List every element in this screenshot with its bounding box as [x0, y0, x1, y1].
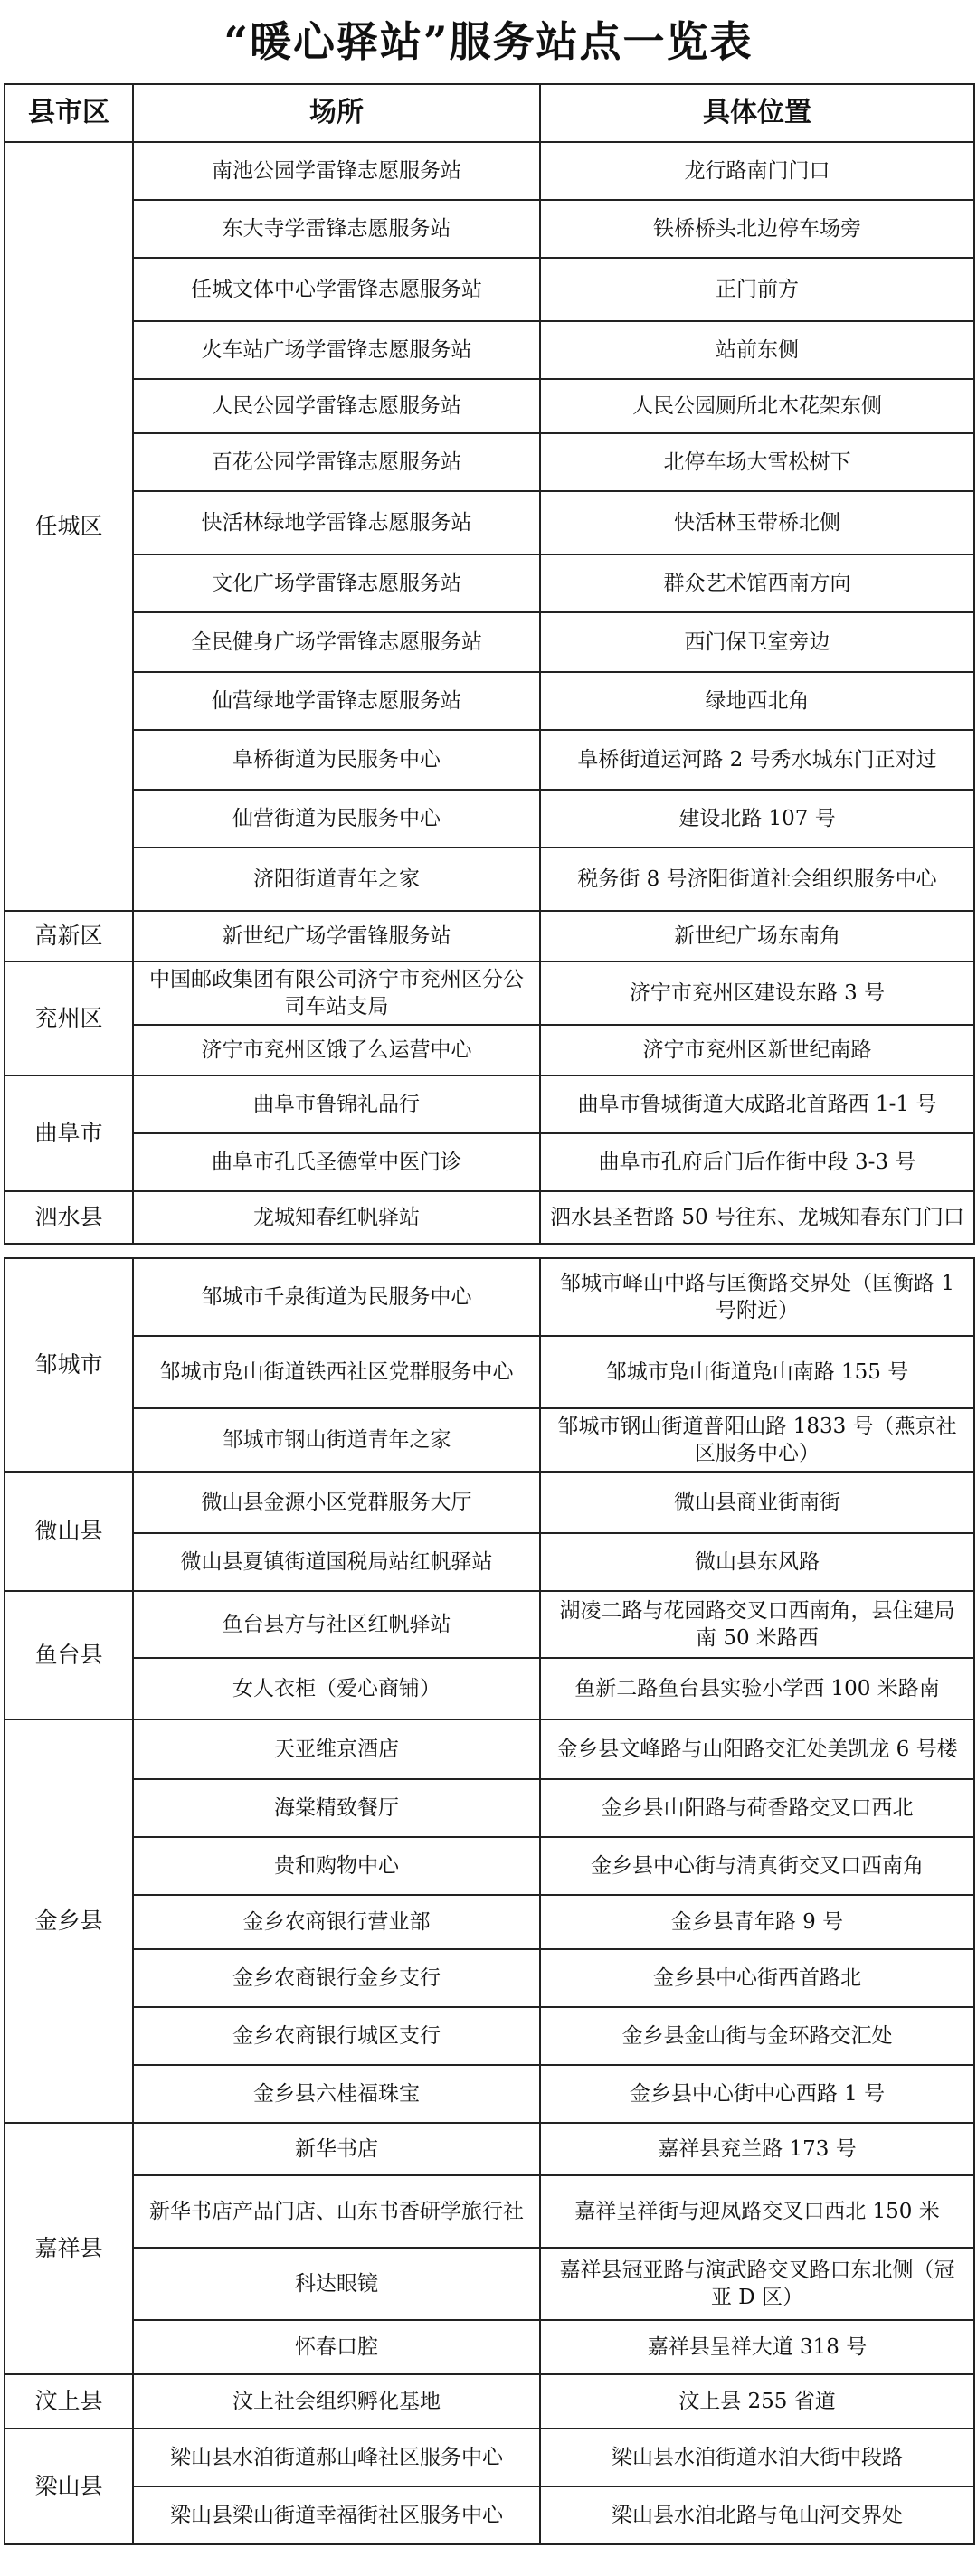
location-cell: 正门前方	[540, 258, 974, 321]
place-cell: 怀春口腔	[133, 2320, 540, 2374]
place-cell: 新华书店	[133, 2123, 540, 2175]
place-cell: 火车站广场学雷锋志愿服务站	[133, 321, 540, 379]
place-cell: 新世纪广场学雷锋服务站	[133, 911, 540, 961]
table-row	[5, 612, 974, 672]
table-row	[5, 1408, 974, 1472]
table-row	[5, 2123, 974, 2175]
place-cell: 天亚维京酒店	[133, 1719, 540, 1779]
location-cell: 新世纪广场东南角	[540, 911, 974, 961]
table-row	[5, 1191, 974, 1244]
location-cell: 微山县东风路	[540, 1533, 974, 1591]
table-header-row	[5, 84, 974, 142]
location-cell: 龙行路南门门口	[540, 142, 974, 200]
table-row	[5, 1895, 974, 1949]
location-cell: 梁山县水泊街道水泊大街中段路	[540, 2429, 974, 2486]
location-cell: 鱼新二路鱼台县实验小学西 100 米路南	[540, 1658, 974, 1719]
place-cell: 中国邮政集团有限公司济宁市兖州区分公司车站支局	[133, 961, 540, 1025]
location-cell: 绿地西北角	[540, 672, 974, 730]
district-cell: 泗水县	[5, 1191, 133, 1244]
place-cell: 微山县夏镇街道国税局站红帆驿站	[133, 1533, 540, 1591]
location-cell: 阜桥街道运河路 2 号秀水城东门正对过	[540, 730, 974, 790]
location-cell: 金乡县金山街与金环路交汇处	[540, 2007, 974, 2065]
place-cell: 任城文体中心学雷锋志愿服务站	[133, 258, 540, 321]
table-row	[5, 1133, 974, 1191]
district-cell: 金乡县	[5, 1719, 133, 2123]
table-row	[5, 1719, 974, 1779]
location-cell: 站前东侧	[540, 321, 974, 379]
table-row	[5, 2248, 974, 2320]
place-cell: 龙城知春红帆驿站	[133, 1191, 540, 1244]
table-row	[5, 2486, 974, 2544]
place-cell: 快活林绿地学雷锋志愿服务站	[133, 491, 540, 554]
table-row	[5, 1533, 974, 1591]
table-row	[5, 1837, 974, 1895]
place-cell: 邹城市凫山街道铁西社区党群服务中心	[133, 1336, 540, 1408]
table-row	[5, 379, 974, 433]
location-cell: 微山县商业街南街	[540, 1472, 974, 1533]
table-row	[5, 2007, 974, 2065]
district-cell: 梁山县	[5, 2429, 133, 2544]
location-cell: 泗水县圣哲路 50 号往东、龙城知春东门门口	[540, 1191, 974, 1244]
location-cell: 邹城市钢山街道普阳山路 1833 号（燕京社区服务中心）	[540, 1408, 974, 1472]
district-cell: 汶上县	[5, 2374, 133, 2429]
district-cell: 曲阜市	[5, 1075, 133, 1191]
location-cell: 嘉祥呈祥街与迎凤路交叉口西北 150 米	[540, 2175, 974, 2248]
table-row	[5, 321, 974, 379]
header-place: 场所	[133, 84, 540, 142]
location-cell: 曲阜市孔府后门后作街中段 3-3 号	[540, 1133, 974, 1191]
location-cell: 嘉祥县兖兰路 173 号	[540, 2123, 974, 2175]
table-row	[5, 1472, 974, 1533]
table-row	[5, 961, 974, 1025]
location-cell: 西门保卫室旁边	[540, 612, 974, 672]
district-cell: 嘉祥县	[5, 2123, 133, 2374]
location-cell: 快活林玉带桥北侧	[540, 491, 974, 554]
place-cell: 科达眼镜	[133, 2248, 540, 2320]
place-cell: 曲阜市孔氏圣德堂中医门诊	[133, 1133, 540, 1191]
place-cell: 济宁市兖州区饿了么运营中心	[133, 1025, 540, 1075]
table-row	[5, 2320, 974, 2374]
place-cell: 阜桥街道为民服务中心	[133, 730, 540, 790]
place-cell: 人民公园学雷锋志愿服务站	[133, 379, 540, 433]
place-cell: 百花公园学雷锋志愿服务站	[133, 433, 540, 491]
district-cell: 高新区	[5, 911, 133, 961]
place-cell: 济阳街道青年之家	[133, 848, 540, 911]
location-cell: 铁桥桥头北边停车场旁	[540, 200, 974, 258]
location-cell: 汶上县 255 省道	[540, 2374, 974, 2429]
station-table	[4, 83, 975, 2545]
header-district: 县市区	[5, 84, 133, 142]
table-row	[5, 2175, 974, 2248]
place-cell: 仙营绿地学雷锋志愿服务站	[133, 672, 540, 730]
table-row	[5, 1336, 974, 1408]
place-cell: 梁山县水泊街道郝山峰社区服务中心	[133, 2429, 540, 2486]
place-cell: 南池公园学雷锋志愿服务站	[133, 142, 540, 200]
place-cell: 金乡农商银行城区支行	[133, 2007, 540, 2065]
table-row	[5, 2065, 974, 2123]
location-cell: 金乡县中心街与清真街交叉口西南角	[540, 1837, 974, 1895]
place-cell: 文化广场学雷锋志愿服务站	[133, 554, 540, 612]
place-cell: 梁山县梁山街道幸福街社区服务中心	[133, 2486, 540, 2544]
header-location: 具体位置	[540, 84, 974, 142]
location-cell: 邹城市凫山街道凫山南路 155 号	[540, 1336, 974, 1408]
place-cell: 邹城市钢山街道青年之家	[133, 1408, 540, 1472]
district-cell: 邹城市	[5, 1258, 133, 1472]
location-cell: 金乡县山阳路与荷香路交叉口西北	[540, 1779, 974, 1837]
table-row	[5, 911, 974, 961]
place-cell: 全民健身广场学雷锋志愿服务站	[133, 612, 540, 672]
table-row	[5, 433, 974, 491]
table-row	[5, 1658, 974, 1719]
table-row	[5, 1025, 974, 1075]
location-cell: 金乡县文峰路与山阳路交汇处美凯龙 6 号楼	[540, 1719, 974, 1779]
table-row	[5, 1591, 974, 1658]
location-cell: 金乡县中心街中心西路 1 号	[540, 2065, 974, 2123]
district-cell: 鱼台县	[5, 1591, 133, 1719]
location-cell: 湖凌二路与花园路交叉口西南角，县住建局南 50 米路西	[540, 1591, 974, 1658]
location-cell: 北停车场大雪松树下	[540, 433, 974, 491]
place-cell: 女人衣柜（爱心商铺）	[133, 1658, 540, 1719]
table-row	[5, 790, 974, 848]
place-cell: 金乡县六桂福珠宝	[133, 2065, 540, 2123]
place-cell: 曲阜市鲁锦礼品行	[133, 1075, 540, 1133]
table-row	[5, 258, 974, 321]
location-cell: 人民公园厕所北木花架东侧	[540, 379, 974, 433]
location-cell: 税务街 8 号济阳街道社会组织服务中心	[540, 848, 974, 911]
district-cell: 兖州区	[5, 961, 133, 1075]
place-cell: 微山县金源小区党群服务大厅	[133, 1472, 540, 1533]
table-row	[5, 2429, 974, 2486]
table-row	[5, 142, 974, 200]
table-row	[5, 730, 974, 790]
page-break-gap	[5, 1244, 974, 1258]
page-title: “暖心驿站”服务站点一览表	[223, 17, 754, 66]
table-row	[5, 1779, 974, 1837]
place-cell: 海棠精致餐厅	[133, 1779, 540, 1837]
place-cell: 汶上社会组织孵化基地	[133, 2374, 540, 2429]
table-row	[5, 491, 974, 554]
page-break-gap-cell	[5, 1244, 974, 1258]
table-row	[5, 1075, 974, 1133]
table-row	[5, 2374, 974, 2429]
place-cell: 邹城市千泉街道为民服务中心	[133, 1258, 540, 1336]
location-cell: 济宁市兖州区新世纪南路	[540, 1025, 974, 1075]
location-cell: 济宁市兖州区建设东路 3 号	[540, 961, 974, 1025]
location-cell: 建设北路 107 号	[540, 790, 974, 848]
place-cell: 鱼台县方与社区红帆驿站	[133, 1591, 540, 1658]
location-cell: 金乡县中心街西首路北	[540, 1949, 974, 2007]
district-cell: 任城区	[5, 142, 133, 911]
place-cell: 东大寺学雷锋志愿服务站	[133, 200, 540, 258]
place-cell: 仙营街道为民服务中心	[133, 790, 540, 848]
table-row	[5, 1258, 974, 1336]
table-row	[5, 200, 974, 258]
location-cell: 梁山县水泊北路与龟山河交界处	[540, 2486, 974, 2544]
table-row	[5, 1949, 974, 2007]
place-cell: 新华书店产品门店、山东书香研学旅行社	[133, 2175, 540, 2248]
location-cell: 金乡县青年路 9 号	[540, 1895, 974, 1949]
table-row	[5, 848, 974, 911]
place-cell: 贵和购物中心	[133, 1837, 540, 1895]
location-cell: 曲阜市鲁城街道大成路北首路西 1-1 号	[540, 1075, 974, 1133]
place-cell: 金乡农商银行金乡支行	[133, 1949, 540, 2007]
location-cell: 嘉祥县冠亚路与演武路交叉路口东北侧（冠亚 D 区）	[540, 2248, 974, 2320]
table-row	[5, 672, 974, 730]
location-cell: 群众艺术馆西南方向	[540, 554, 974, 612]
place-cell: 金乡农商银行营业部	[133, 1895, 540, 1949]
location-cell: 嘉祥县呈祥大道 318 号	[540, 2320, 974, 2374]
location-cell: 邹城市峄山中路与匡衡路交界处（匡衡路 1 号附近）	[540, 1258, 974, 1336]
district-cell: 微山县	[5, 1472, 133, 1591]
table-row	[5, 554, 974, 612]
